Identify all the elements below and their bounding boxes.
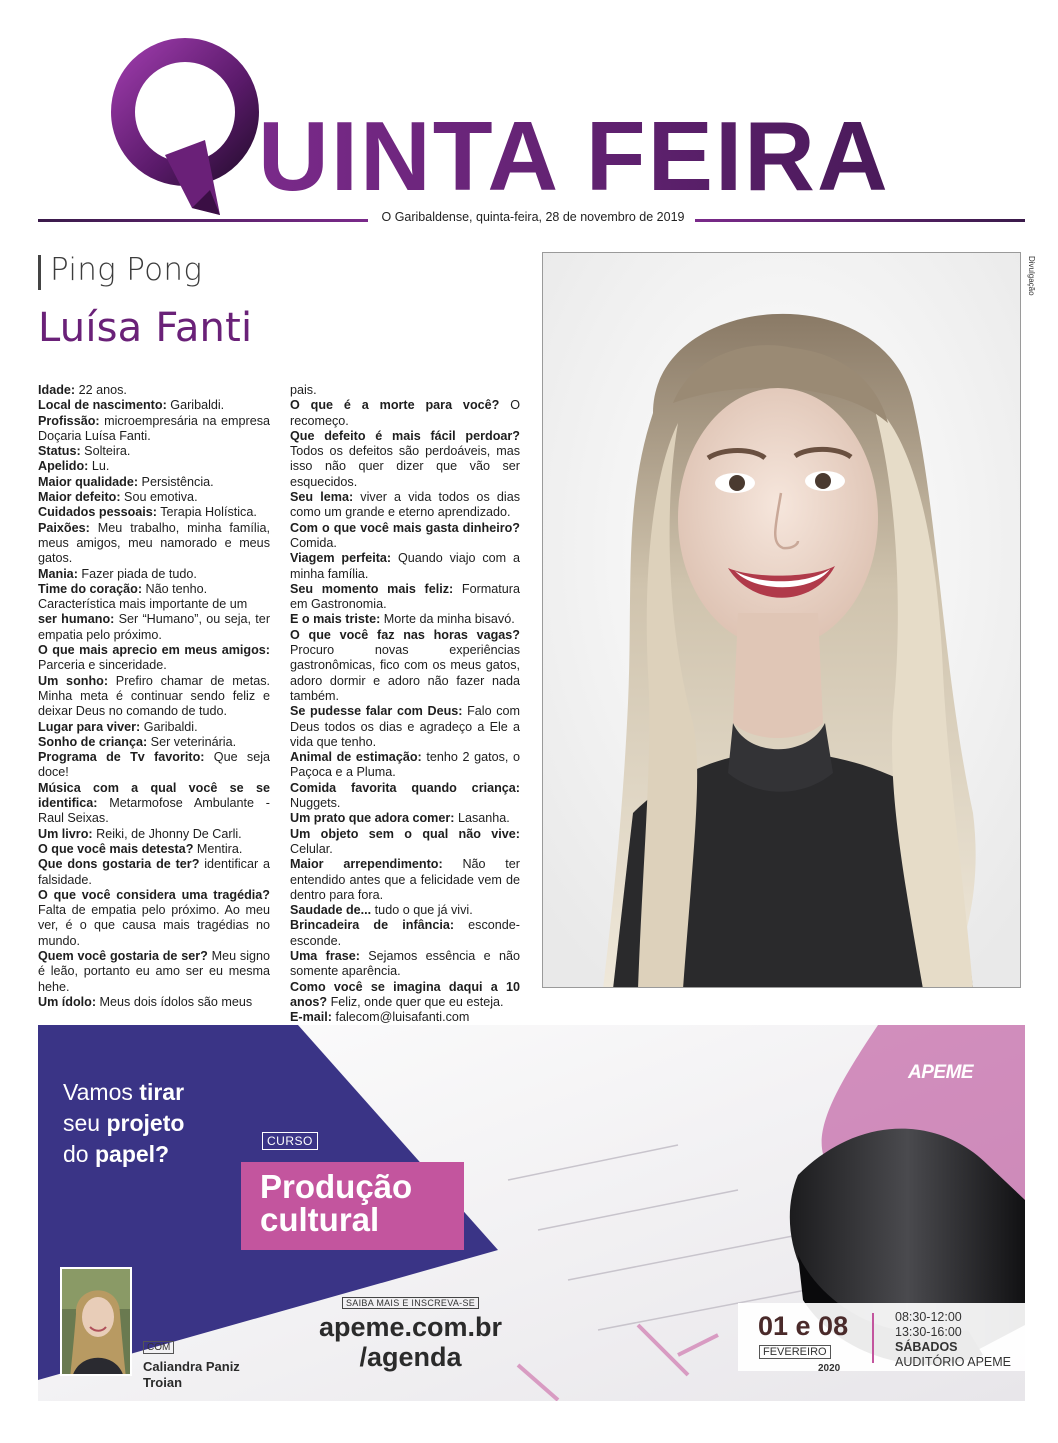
qa-answer: Não ter entendido antes que a felicidade vem de dentro para fora. bbox=[290, 857, 520, 902]
curso-tag: CURSO bbox=[262, 1132, 318, 1150]
qa-question: Um objeto sem o qual não vive: bbox=[290, 826, 520, 841]
brand-logo: APEME bbox=[908, 1062, 974, 1083]
host-name-line-1: Caliandra Paniz bbox=[143, 1359, 240, 1374]
qa-answer: tudo o que já vivi. bbox=[371, 903, 473, 918]
qa-question: Que dons gostaria de ter? bbox=[38, 857, 200, 872]
qa-answer: microempresária na empresa Doçaria Luísa Fanti. bbox=[38, 413, 270, 443]
qa-answer: Sejamos essência e não somente aparência. bbox=[290, 948, 520, 979]
qa-item bbox=[38, 674, 270, 720]
qa-question: Seu momento mais feliz: bbox=[290, 581, 454, 596]
qa-answer: Meu trabalho, minha família, meus amigos, meu namorado e meus gatos. bbox=[38, 520, 270, 566]
qa-item bbox=[290, 383, 520, 398]
qa-answer: esconde-esconde. bbox=[290, 918, 520, 948]
qa-question: O que você considera uma tragédia? bbox=[38, 887, 270, 902]
qa-item bbox=[290, 949, 520, 980]
schedule-time-2: 13:30-16:00 bbox=[895, 1325, 962, 1339]
qa-item bbox=[290, 918, 520, 949]
schedule-weekday: SÁBADOS bbox=[895, 1340, 958, 1354]
qa-item bbox=[38, 383, 270, 398]
qa-answer: Comida. bbox=[290, 535, 337, 550]
qa-answer: Lu. bbox=[88, 459, 110, 474]
qa-question: Status: bbox=[38, 444, 81, 459]
qa-question: Quem você gostaria de ser? bbox=[38, 948, 208, 963]
qa-answer: Celular. bbox=[290, 841, 333, 856]
qa-answer: 22 anos. bbox=[75, 383, 127, 397]
qa-item bbox=[38, 490, 270, 505]
masthead-title: UINTA FEIRA bbox=[258, 101, 890, 211]
qa-item bbox=[290, 582, 520, 613]
masthead-rule-left bbox=[38, 219, 368, 222]
qa-item bbox=[38, 505, 270, 520]
qa-answer: identificar a falsidade. bbox=[38, 857, 270, 887]
qa-question: Seu lema: bbox=[290, 490, 354, 505]
qa-question: Sonho de criança: bbox=[38, 734, 148, 749]
qa-item bbox=[290, 628, 520, 704]
qa-item bbox=[38, 521, 270, 567]
qa-answer: Parceria e sinceridade. bbox=[38, 658, 167, 673]
qa-question: Programa de Tv favorito: bbox=[38, 750, 205, 765]
qa-answer: Característica mais importante de um bbox=[38, 597, 248, 612]
ad-headline-line-3: do papel? bbox=[63, 1141, 170, 1167]
qa-item bbox=[38, 567, 270, 582]
qa-item bbox=[38, 720, 270, 735]
qa-item bbox=[38, 597, 270, 612]
qa-answer: Meu signo é leão, portanto eu amo ser eu mesma hehe. bbox=[38, 948, 270, 994]
masthead-logo bbox=[110, 30, 980, 220]
qa-item bbox=[38, 475, 270, 490]
qa-item bbox=[38, 750, 270, 781]
qa-answer: Feliz, onde quer que eu esteja. bbox=[327, 994, 504, 1009]
qa-question: O que você faz nas horas vagas? bbox=[290, 627, 520, 642]
ad-headline bbox=[63, 1077, 263, 1170]
qa-answer: Fazer piada de tudo. bbox=[77, 566, 197, 581]
qa-answer: Garibaldi. bbox=[140, 719, 198, 734]
qa-question: Local de nascimento: bbox=[38, 398, 167, 413]
qa-answer: Ser “Humano”, ou seja, ter empatia pelo próximo. bbox=[38, 612, 271, 642]
qa-question: Idade: bbox=[38, 383, 76, 397]
course-title-line-2: cultural bbox=[260, 1201, 380, 1238]
qa-item bbox=[38, 827, 270, 842]
qa-answer: Procuro novas experiências gastronômicas, fico com os meus gatos, adoro dormir e adoro não fazer nada também. bbox=[290, 643, 520, 703]
portrait-photo bbox=[542, 252, 1021, 988]
qa-question: Maior qualidade: bbox=[38, 474, 139, 489]
qa-item bbox=[290, 1010, 520, 1025]
qa-question: Time do coração: bbox=[38, 581, 143, 596]
qa-answer: Que seja doce! bbox=[38, 750, 271, 780]
qa-answer: Sou emotiva. bbox=[120, 490, 198, 505]
section-bar bbox=[38, 255, 41, 290]
qa-item bbox=[38, 842, 270, 857]
course-title-line-1: Produção bbox=[260, 1168, 413, 1205]
masthead bbox=[0, 0, 1058, 235]
section-label: Ping Pong bbox=[50, 252, 203, 288]
qa-item bbox=[290, 781, 520, 812]
photo-credit: Divulgação bbox=[1027, 256, 1036, 296]
qa-answer: Prefiro chamar de metas. Minha meta é continuar sendo feliz e deixar Deus no comando de tudo. bbox=[38, 673, 270, 719]
qa-answer: Ser veterinária. bbox=[147, 734, 237, 749]
qa-answer: Metarmofose Ambulante - Raul Seixas. bbox=[38, 796, 270, 826]
host-photo bbox=[60, 1267, 132, 1376]
portrait-illustration bbox=[543, 253, 1021, 988]
qa-question: Com o que você mais gasta dinheiro? bbox=[290, 520, 520, 535]
qa-question: Maior arrependimento: bbox=[290, 857, 443, 872]
signup-link[interactable] bbox=[308, 1312, 513, 1372]
qa-question: Se pudesse falar com Deus: bbox=[290, 704, 463, 719]
qa-question: Brincadeira de infância: bbox=[290, 918, 455, 933]
qa-question: Maior defeito: bbox=[38, 490, 121, 505]
article-title: Luísa Fanti bbox=[38, 305, 253, 351]
host-name bbox=[143, 1359, 263, 1391]
schedule-venue: AUDITÓRIO APEME bbox=[895, 1355, 1011, 1369]
qa-answer: Solteira. bbox=[80, 444, 131, 459]
qa-question: Que defeito é mais fácil perdoar? bbox=[290, 428, 520, 443]
qa-item bbox=[38, 459, 270, 474]
qa-question: Um ídolo: bbox=[38, 994, 97, 1009]
dateline: O Garibaldense, quinta-feira, 28 de novembro de 2019 bbox=[381, 210, 685, 224]
qa-item bbox=[290, 750, 520, 781]
course-title[interactable] bbox=[241, 1162, 464, 1250]
ad-headline-line-2: seu projeto bbox=[63, 1110, 185, 1136]
signup-link-line-2: /agenda bbox=[359, 1342, 462, 1372]
qa-item bbox=[290, 429, 520, 490]
qa-question: Apelido: bbox=[38, 459, 89, 474]
qa-question: Como você se imagina daqui a 10 anos? bbox=[290, 979, 520, 1009]
course-month: FEVEREIRO bbox=[759, 1345, 831, 1359]
qa-question: Saudade de... bbox=[290, 903, 372, 918]
qa-item bbox=[290, 551, 520, 582]
qa-question: Paixões: bbox=[38, 520, 90, 535]
qa-answer: Reiki, de Jhonny De Carli. bbox=[92, 826, 242, 841]
qa-item bbox=[290, 811, 520, 826]
qa-answer: Garibaldi. bbox=[166, 398, 225, 413]
signup-tag: SAIBA MAIS E INSCREVA-SE bbox=[342, 1297, 479, 1309]
qa-item bbox=[38, 398, 270, 413]
qa-item bbox=[290, 980, 520, 1011]
host-name-line-2: Troian bbox=[143, 1375, 183, 1390]
qa-question: O que é a morte para você? bbox=[290, 398, 500, 413]
qa-item bbox=[290, 827, 520, 858]
qa-question: Profissão: bbox=[38, 413, 100, 428]
qa-question: Um prato que adora comer: bbox=[290, 811, 455, 826]
qa-answer: Quando viajo com a minha família. bbox=[290, 551, 520, 581]
qa-question: Lugar para viver: bbox=[38, 719, 141, 734]
qa-item bbox=[38, 643, 270, 674]
qa-answer: Formatura em Gastronomia. bbox=[290, 581, 520, 612]
qa-question: E o mais triste: bbox=[290, 612, 381, 627]
qa-item bbox=[38, 781, 270, 827]
qa-answer: Falo com Deus todos os dias e agradeço a Ele a vida que tenho. bbox=[290, 704, 520, 749]
qa-item bbox=[290, 704, 520, 750]
advertisement[interactable] bbox=[38, 1025, 1025, 1401]
qa-question: Cuidados pessoais: bbox=[38, 505, 157, 520]
qa-answer: Todos os defeitos são perdoáveis, mas isso não quer dizer que vão ser esquecidos. bbox=[290, 444, 520, 489]
qa-answer: Não tenho. bbox=[142, 581, 208, 596]
qa-item bbox=[290, 857, 520, 903]
qa-item bbox=[38, 949, 270, 995]
qa-answer: Lasanha. bbox=[454, 811, 510, 826]
qa-answer: pais. bbox=[290, 383, 317, 397]
qa-item bbox=[38, 414, 270, 445]
qa-answer: Meus dois ídolos são meus bbox=[96, 994, 253, 1009]
qa-item bbox=[290, 521, 520, 552]
qa-question: Animal de estimação: bbox=[290, 750, 422, 765]
masthead-rule-right bbox=[695, 219, 1025, 222]
qa-item bbox=[38, 612, 270, 643]
qa-answer: Persistência. bbox=[138, 474, 214, 489]
qa-item bbox=[38, 888, 270, 949]
qa-answer: Morte da minha bisavó. bbox=[380, 612, 515, 627]
qa-question: O que você mais detesta? bbox=[38, 841, 194, 856]
course-year: 2020 bbox=[818, 1363, 841, 1374]
qa-item bbox=[38, 995, 270, 1010]
qa-answer: falecom@luisafanti.com bbox=[332, 1010, 470, 1025]
qa-question: ser humano: bbox=[38, 612, 115, 627]
interview-column-2 bbox=[290, 383, 520, 1025]
qa-question: Comida favorita quando criança: bbox=[290, 780, 520, 795]
qa-item bbox=[38, 582, 270, 597]
schedule-time-1: 08:30-12:00 bbox=[895, 1310, 962, 1324]
schedule-divider bbox=[872, 1313, 874, 1363]
qa-question: E-mail: bbox=[290, 1010, 332, 1025]
qa-item bbox=[290, 612, 520, 627]
qa-item bbox=[290, 490, 520, 521]
qa-item bbox=[38, 444, 270, 459]
qa-answer: Terapia Holística. bbox=[156, 505, 257, 520]
qa-item bbox=[38, 735, 270, 750]
qa-answer: Mentira. bbox=[193, 841, 243, 856]
qa-item bbox=[38, 857, 270, 888]
com-tag: COM bbox=[143, 1341, 174, 1354]
qa-answer: tenho 2 gatos, o Paçoca e a Pluma. bbox=[290, 750, 521, 780]
qa-answer: Falta de empatia pelo próximo. Ao meu ver, é o que causa mais tragédias no mundo. bbox=[38, 903, 270, 948]
schedule bbox=[895, 1310, 1011, 1370]
course-days: 01 e 08 bbox=[758, 1311, 849, 1341]
qa-answer: Nuggets. bbox=[290, 796, 341, 811]
qa-question: Mania: bbox=[38, 566, 78, 581]
qa-answer: viver a vida todos os dias como um grande e eterno aprendizado. bbox=[290, 490, 520, 520]
qa-answer: O recomeço. bbox=[290, 398, 520, 428]
qa-question: Uma frase: bbox=[290, 948, 360, 963]
interview-column-1 bbox=[38, 383, 270, 1010]
qa-question: Música com a qual você se se identifica: bbox=[38, 780, 270, 811]
qa-question: O que mais aprecio em meus amigos: bbox=[38, 643, 270, 658]
qa-item bbox=[290, 398, 520, 429]
qa-question: Um sonho: bbox=[38, 673, 109, 688]
ad-headline-line-1: Vamos tirar bbox=[63, 1079, 185, 1105]
qa-question: Viagem perfeita: bbox=[290, 551, 392, 566]
signup-link-line-1: apeme.com.br bbox=[318, 1312, 503, 1342]
qa-item bbox=[290, 903, 520, 918]
qa-question: Um livro: bbox=[38, 826, 93, 841]
